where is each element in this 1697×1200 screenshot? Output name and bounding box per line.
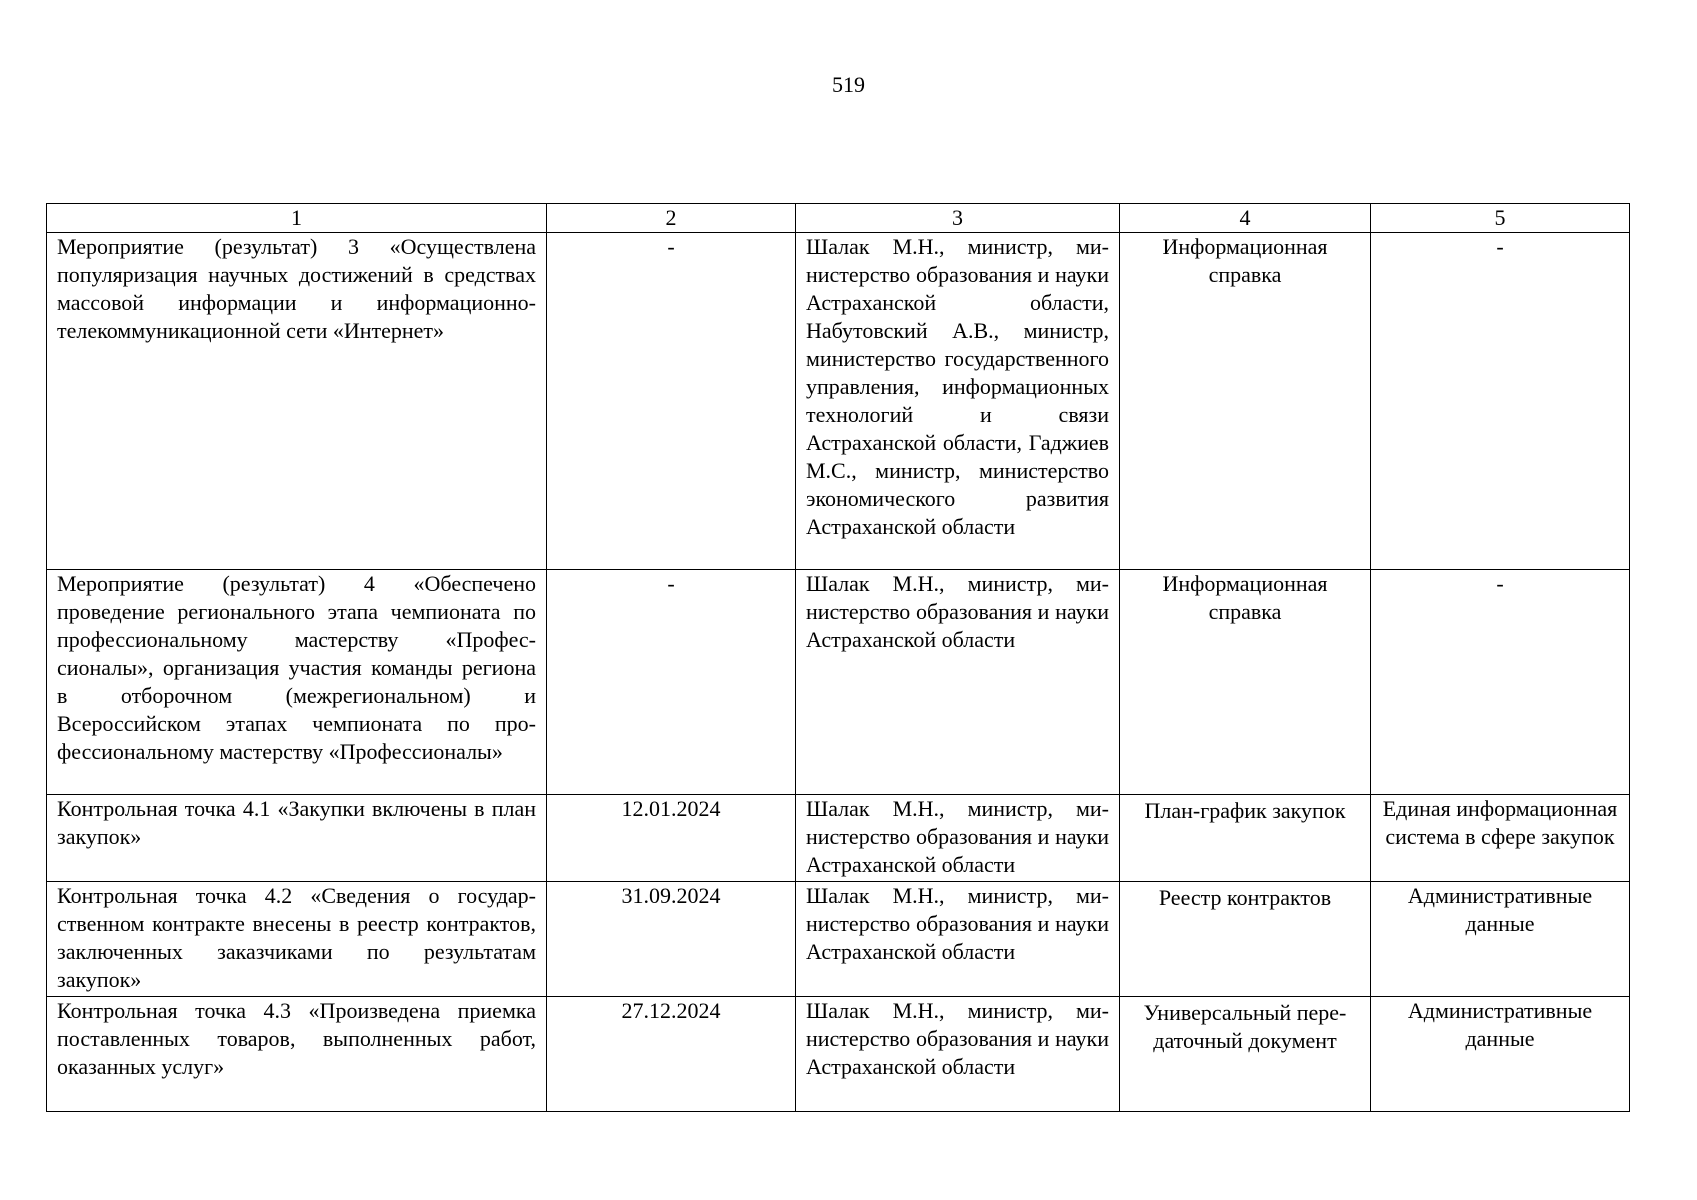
event-cell: Контрольная точка 4.3 «Произведена приемка поставленных товаров, выполненных работ, оказанных услуг» xyxy=(47,997,547,1112)
column-header-1: 1 xyxy=(47,204,547,233)
source-cell: Единая информационная система в сфере закупок xyxy=(1371,795,1630,882)
event-cell: Контрольная точка 4.1 «Закупки включены в план закупок» xyxy=(47,795,547,882)
document-cell: Информационная справка xyxy=(1120,570,1371,795)
event-cell: Мероприятие (результат) 3 «Осуществлена популяризация научных достижений в средствах массовой информации и информационно-телекоммуникационной сети «Интернет» xyxy=(47,233,547,570)
table-row xyxy=(47,233,1630,570)
document-cell: Универсальный передаточный документ xyxy=(1120,997,1371,1112)
responsible-cell: Шалак М.Н., министр, министерство образования и науки Астраханской области xyxy=(796,882,1120,997)
source-cell: Административные данные xyxy=(1371,882,1630,997)
table-row xyxy=(47,795,1630,882)
date-cell: 12.01.2024 xyxy=(547,795,796,882)
document-cell: Реестр контрактов xyxy=(1120,882,1371,997)
table-row xyxy=(47,997,1630,1112)
control-points-table xyxy=(46,203,1630,1112)
responsible-cell: Шалак М.Н., министр, министерство образования и науки Астраханской области xyxy=(796,795,1120,882)
responsible-cell: Шалак М.Н., министр, министерство образования и науки Астраханской области xyxy=(796,570,1120,795)
date-cell: 31.09.2024 xyxy=(547,882,796,997)
source-cell: - xyxy=(1371,233,1630,570)
date-cell: - xyxy=(547,233,796,570)
event-cell: Контрольная точка 4.2 «Сведения о государственном контракте внесены в реестр контрактов, заключенных заказчиками по результатам закупок» xyxy=(47,882,547,997)
responsible-cell: Шалак М.Н., министр, министерство образования и науки Астраханской области xyxy=(796,997,1120,1112)
column-header-2: 2 xyxy=(547,204,796,233)
table-header-row xyxy=(47,204,1630,233)
column-header-3: 3 xyxy=(796,204,1120,233)
document-cell: Информационная справка xyxy=(1120,233,1371,570)
responsible-cell: Шалак М.Н., министр, министерство образования и науки Астраханской области, Набутовский А.В., министр, министерство государственного управления, информационных технологий и связи Астраханской области, Гаджиев М.С., министр, министерство экономического развития Астраханской области xyxy=(796,233,1120,570)
date-cell: - xyxy=(547,570,796,795)
page-number: 519 xyxy=(832,72,865,97)
source-cell: - xyxy=(1371,570,1630,795)
table-row xyxy=(47,882,1630,997)
column-header-5: 5 xyxy=(1371,204,1630,233)
event-cell: Мероприятие (результат) 4 «Обеспечено проведение регионального этапа чемпионата по профессиональному мастерству «Профессионалы», организация участия команды региона в отборочном (межрегиональном) и Всероссийском этапах чемпионата по профессиональному мастерству «Профессионалы» xyxy=(47,570,547,795)
column-header-4: 4 xyxy=(1120,204,1371,233)
source-cell: Административные данные xyxy=(1371,997,1630,1112)
date-cell: 27.12.2024 xyxy=(547,997,796,1112)
table-row xyxy=(47,570,1630,795)
document-cell: План-график закупок xyxy=(1120,795,1371,882)
